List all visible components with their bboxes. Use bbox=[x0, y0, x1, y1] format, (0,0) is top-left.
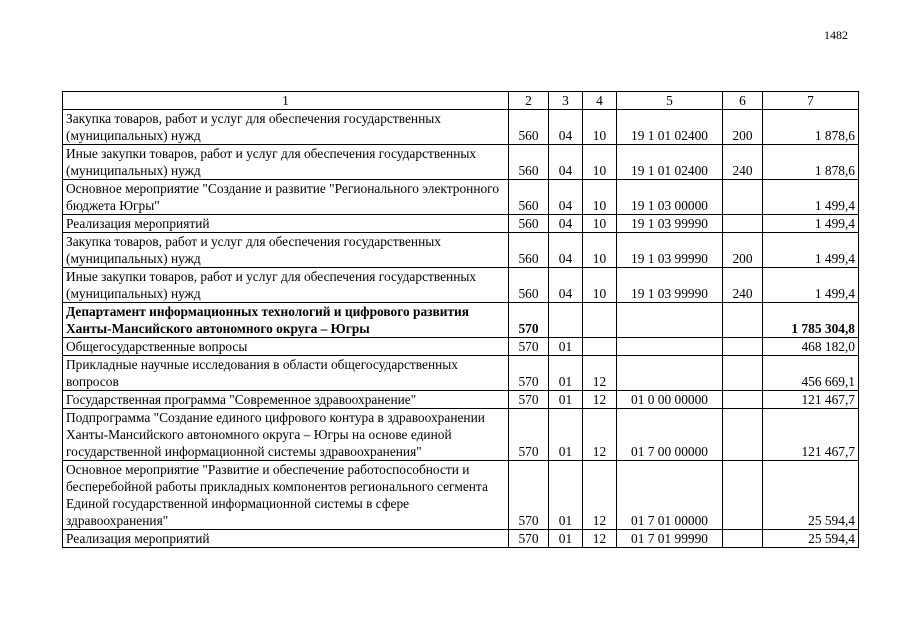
row-gr: 560 bbox=[509, 145, 549, 180]
row-gr: 560 bbox=[509, 215, 549, 233]
row-rz: 01 bbox=[549, 391, 583, 409]
row-csr: 19 1 03 00000 bbox=[617, 180, 723, 215]
row-vr bbox=[723, 356, 763, 391]
row-gr: 560 bbox=[509, 233, 549, 268]
table-row bbox=[63, 356, 859, 391]
table-row bbox=[63, 409, 859, 461]
row-rz: 01 bbox=[549, 338, 583, 356]
row-name: Подпрограмма "Создание единого цифрового контура в здравоохранении Ханты-Мансийского автономного округа – Югры на основе единой государственной информационной системы здравоохранения" bbox=[63, 409, 509, 461]
header-row bbox=[63, 92, 859, 110]
row-vr bbox=[723, 180, 763, 215]
row-rz: 04 bbox=[549, 145, 583, 180]
row-amount: 456 669,1 bbox=[763, 356, 859, 391]
row-pr: 12 bbox=[583, 391, 617, 409]
row-name: Государственная программа "Современное здравоохранение" bbox=[63, 391, 509, 409]
row-name: Общегосударственные вопросы bbox=[63, 338, 509, 356]
row-csr: 19 1 03 99990 bbox=[617, 268, 723, 303]
row-amount: 121 467,7 bbox=[763, 391, 859, 409]
row-csr: 19 1 03 99990 bbox=[617, 233, 723, 268]
row-amount: 1 878,6 bbox=[763, 110, 859, 145]
row-name: Департамент информационных технологий и цифрового развития Ханты-Мансийского автономного округа – Югры bbox=[63, 303, 509, 338]
row-gr: 570 bbox=[509, 391, 549, 409]
row-rz: 01 bbox=[549, 461, 583, 530]
header-col-5: 5 bbox=[617, 92, 723, 110]
table-row bbox=[63, 180, 859, 215]
row-gr: 560 bbox=[509, 110, 549, 145]
row-amount: 1 785 304,8 bbox=[763, 303, 859, 338]
row-vr bbox=[723, 215, 763, 233]
header-col-4: 4 bbox=[583, 92, 617, 110]
budget-table bbox=[62, 91, 859, 548]
row-rz: 04 bbox=[549, 110, 583, 145]
row-vr: 200 bbox=[723, 110, 763, 145]
row-amount: 1 878,6 bbox=[763, 145, 859, 180]
row-gr: 570 bbox=[509, 303, 549, 338]
row-vr bbox=[723, 391, 763, 409]
row-csr: 01 7 01 99990 bbox=[617, 530, 723, 548]
row-vr: 240 bbox=[723, 268, 763, 303]
row-amount: 1 499,4 bbox=[763, 233, 859, 268]
row-rz: 01 bbox=[549, 356, 583, 391]
row-rz: 01 bbox=[549, 530, 583, 548]
row-rz: 04 bbox=[549, 215, 583, 233]
header-col-1: 1 bbox=[63, 92, 509, 110]
row-gr: 570 bbox=[509, 338, 549, 356]
row-pr: 10 bbox=[583, 233, 617, 268]
row-amount: 468 182,0 bbox=[763, 338, 859, 356]
row-name: Закупка товаров, работ и услуг для обеспечения государственных (муниципальных) нужд bbox=[63, 233, 509, 268]
row-name: Реализация мероприятий bbox=[63, 530, 509, 548]
row-amount: 25 594,4 bbox=[763, 461, 859, 530]
header-col-2: 2 bbox=[509, 92, 549, 110]
row-vr: 200 bbox=[723, 233, 763, 268]
row-gr: 560 bbox=[509, 268, 549, 303]
row-vr bbox=[723, 409, 763, 461]
row-amount: 121 467,7 bbox=[763, 409, 859, 461]
row-csr: 19 1 01 02400 bbox=[617, 145, 723, 180]
row-pr: 10 bbox=[583, 215, 617, 233]
row-name: Реализация мероприятий bbox=[63, 215, 509, 233]
row-pr bbox=[583, 338, 617, 356]
row-csr: 01 0 00 00000 bbox=[617, 391, 723, 409]
row-csr: 19 1 03 99990 bbox=[617, 215, 723, 233]
row-pr: 10 bbox=[583, 180, 617, 215]
row-csr bbox=[617, 338, 723, 356]
header-col-7: 7 bbox=[763, 92, 859, 110]
table-row bbox=[63, 110, 859, 145]
page-number: 1482 bbox=[824, 28, 848, 42]
row-csr: 01 7 01 00000 bbox=[617, 461, 723, 530]
row-pr: 12 bbox=[583, 409, 617, 461]
row-name: Закупка товаров, работ и услуг для обеспечения государственных (муниципальных) нужд bbox=[63, 110, 509, 145]
row-rz bbox=[549, 303, 583, 338]
table-row bbox=[63, 215, 859, 233]
table-row bbox=[63, 338, 859, 356]
row-pr: 10 bbox=[583, 268, 617, 303]
row-csr: 19 1 01 02400 bbox=[617, 110, 723, 145]
row-vr bbox=[723, 338, 763, 356]
row-gr: 560 bbox=[509, 180, 549, 215]
row-pr: 10 bbox=[583, 110, 617, 145]
row-name: Основное мероприятие "Развитие и обеспечение работоспособности и бесперебойной работы прикладных компонентов регионального сегмента Единой государственной информационной системы в сфере здравоохранения" bbox=[63, 461, 509, 530]
row-csr bbox=[617, 303, 723, 338]
row-gr: 570 bbox=[509, 409, 549, 461]
row-gr: 570 bbox=[509, 461, 549, 530]
table-row bbox=[63, 530, 859, 548]
row-vr bbox=[723, 461, 763, 530]
row-gr: 570 bbox=[509, 530, 549, 548]
table-row bbox=[63, 303, 859, 338]
row-amount: 1 499,4 bbox=[763, 180, 859, 215]
header-col-6: 6 bbox=[723, 92, 763, 110]
row-pr: 12 bbox=[583, 530, 617, 548]
table-row bbox=[63, 391, 859, 409]
row-rz: 01 bbox=[549, 409, 583, 461]
row-pr: 10 bbox=[583, 145, 617, 180]
row-csr bbox=[617, 356, 723, 391]
row-name: Иные закупки товаров, работ и услуг для обеспечения государственных (муниципальных) нужд bbox=[63, 145, 509, 180]
table-row bbox=[63, 233, 859, 268]
row-rz: 04 bbox=[549, 233, 583, 268]
row-amount: 1 499,4 bbox=[763, 215, 859, 233]
table-row bbox=[63, 461, 859, 530]
row-amount: 1 499,4 bbox=[763, 268, 859, 303]
row-amount: 25 594,4 bbox=[763, 530, 859, 548]
row-pr bbox=[583, 303, 617, 338]
row-name: Прикладные научные исследования в области общегосударственных вопросов bbox=[63, 356, 509, 391]
row-vr bbox=[723, 530, 763, 548]
header-col-3: 3 bbox=[549, 92, 583, 110]
row-name: Иные закупки товаров, работ и услуг для обеспечения государственных (муниципальных) нужд bbox=[63, 268, 509, 303]
row-rz: 04 bbox=[549, 268, 583, 303]
row-vr bbox=[723, 303, 763, 338]
table-row bbox=[63, 145, 859, 180]
row-pr: 12 bbox=[583, 461, 617, 530]
row-gr: 570 bbox=[509, 356, 549, 391]
row-pr: 12 bbox=[583, 356, 617, 391]
row-rz: 04 bbox=[549, 180, 583, 215]
row-vr: 240 bbox=[723, 145, 763, 180]
table-row bbox=[63, 268, 859, 303]
row-name: Основное мероприятие "Создание и развитие "Регионального электронного бюджета Югры" bbox=[63, 180, 509, 215]
row-csr: 01 7 00 00000 bbox=[617, 409, 723, 461]
